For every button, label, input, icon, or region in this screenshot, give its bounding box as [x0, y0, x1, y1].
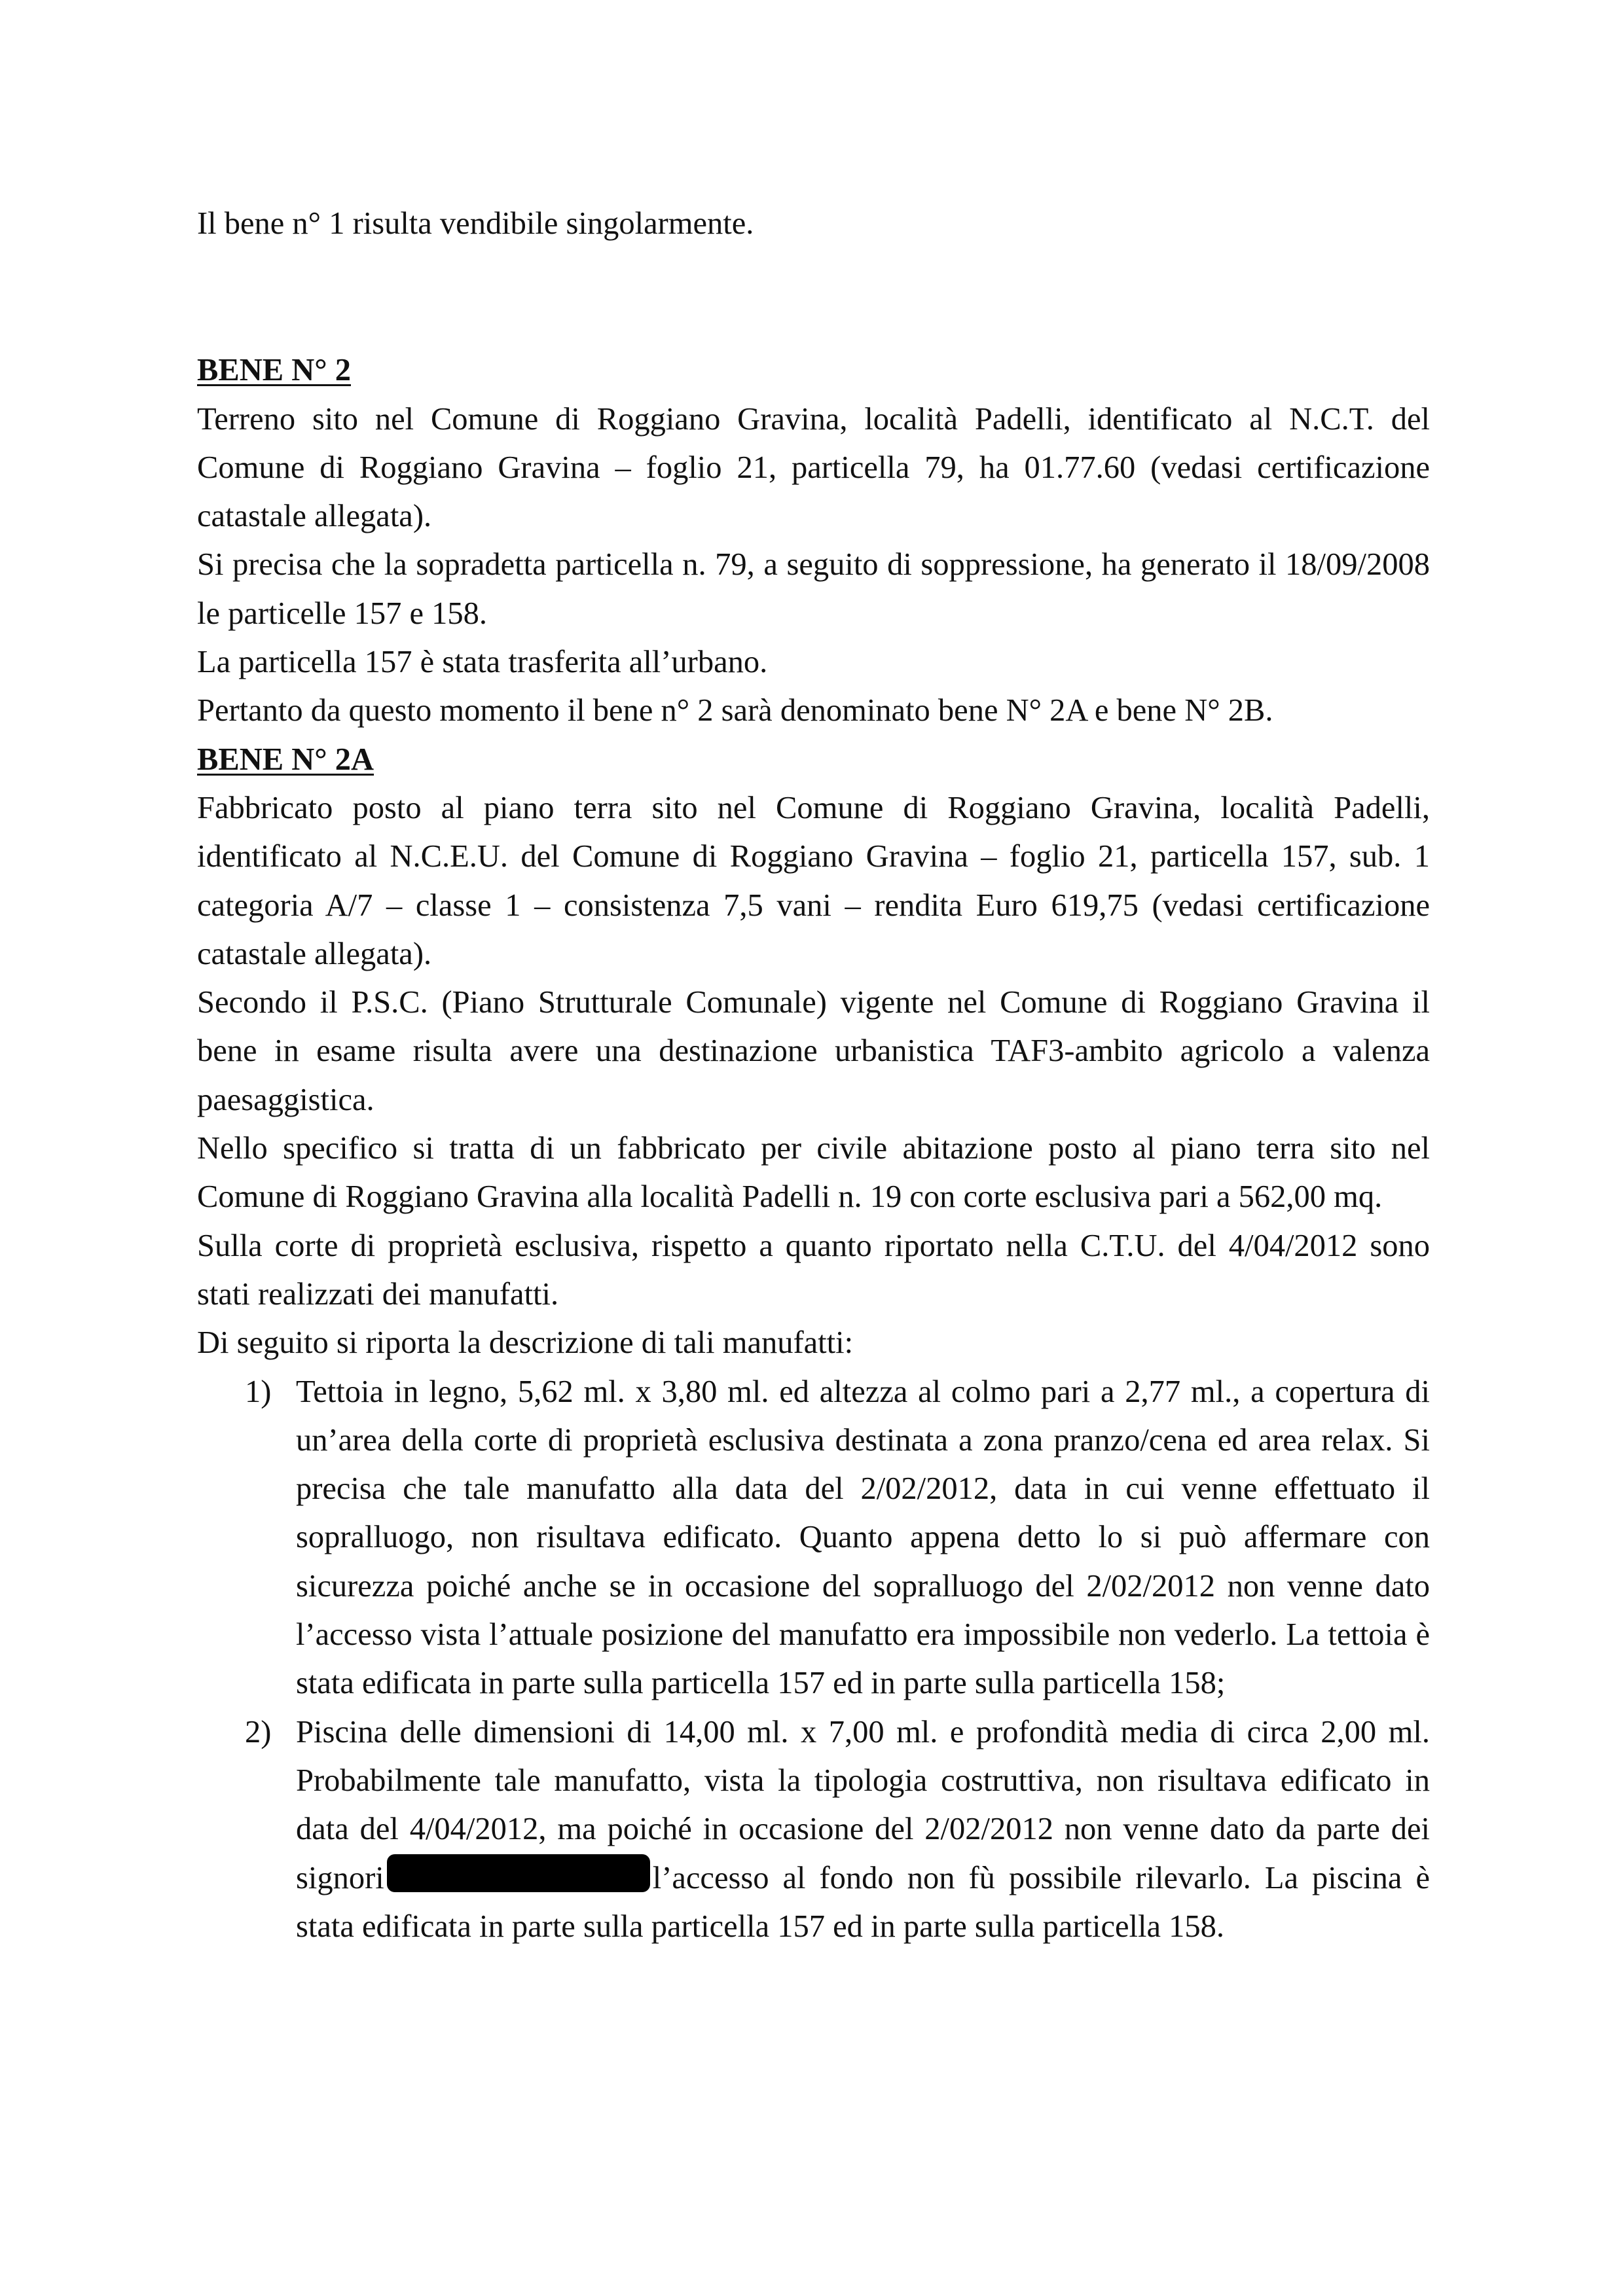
bene-2-paragraph: La particella 157 è stata trasferita all’urbano.: [197, 645, 768, 680]
redaction-block: [387, 1854, 650, 1892]
list-item: [197, 1368, 1430, 1708]
bene-2a-paragraph: Sulla corte di proprietà esclusiva, rispetto a quanto riportato nella C.T.U. del 4/04/2012 sono stati realizzati dei manufatti.: [197, 1228, 1430, 1312]
list-item-number: 2): [245, 1714, 272, 1749]
bene-2a-paragraph: Fabbricato posto al piano terra sito nel Comune di Roggiano Gravina, località Padelli, identificato al N.C.E.U. del Comune di Roggiano Gravina – foglio 21, particella 157, sub. 1 categoria A/7 – classe 1 – consistenza 7,5 vani – rendita Euro 619,75 (vedasi certificazione catastale allegata).: [197, 790, 1430, 971]
bene-2-paragraph: Si precisa che la sopradetta particella n. 79, a seguito di soppressione, ha generato il 18/09/2008 le particelle 157 e 158.: [197, 547, 1430, 631]
list-item-text-after: l’accesso al fondo non fù possibile rilevarlo. La piscina è stata edificata in parte sulla particella 157 ed in parte sulla particella 158.: [296, 1860, 1430, 1944]
bene-2a-heading: BENE N° 2A: [197, 742, 374, 777]
intro-paragraph: Il bene n° 1 risulta vendibile singolarmente.: [197, 206, 754, 241]
document-page: [197, 200, 1430, 1951]
bene-2-paragraph: Pertanto da questo momento il bene n° 2 sarà denominato bene N° 2A e bene N° 2B.: [197, 693, 1273, 728]
bene-2-paragraph: Terreno sito nel Comune di Roggiano Gravina, località Padelli, identificato al N.C.T. del Comune di Roggiano Gravina – foglio 21, particella 79, ha 01.77.60 (vedasi certificazione catastale allegata).: [197, 401, 1430, 534]
list-item-text: Tettoia in legno, 5,62 ml. x 3,80 ml. ed altezza al colmo pari a 2,77 ml., a copertura di un’area della corte di proprietà esclusiva destinata a zona pranzo/cena ed area relax. Si precisa che tale manufatto alla data del 2/02/2012, data in cui venne effettuato il sopralluogo, non risultava edificato. Quanto appena detto lo si può affermare con sicurezza poiché anche se in occasione del sopralluogo del 2/02/2012 non venne dato l’accesso vista l’attuale posizione del manufatto era impossibile non vederlo. La tettoia è stata edificata in parte sulla particella 157 ed in parte sulla particella 158;: [296, 1374, 1430, 1701]
bene-2-heading: BENE N° 2: [197, 353, 351, 388]
list-item-text-before: Piscina delle dimensioni di 14,00 ml. x 7,00 ml. e profondità media di circa 2,00 ml. Probabilmente tale manufatto, vista la tipologia costruttiva, non risultava edificato in data del 4/04/2012, ma poiché in occasione del 2/02/2012 non venne dato da parte dei signori: [296, 1714, 1430, 1895]
bene-2a-paragraph: Di seguito si riporta la descrizione di tali manufatti:: [197, 1325, 854, 1361]
bene-2a-paragraph: Secondo il P.S.C. (Piano Strutturale Comunale) vigente nel Comune di Roggiano Gravina il bene in esame risulta avere una destinazione urbanistica TAF3-ambito agricolo a valenza paesaggistica.: [197, 985, 1430, 1117]
list-item: [197, 1708, 1430, 1951]
bene-2a-paragraph: Nello specifico si tratta di un fabbricato per civile abitazione posto al piano terra sito nel Comune di Roggiano Gravina alla località Padelli n. 19 con corte esclusiva pari a 562,00 mq.: [197, 1131, 1430, 1215]
list-item-number: 1): [245, 1374, 272, 1409]
list-item-text: [296, 1708, 1430, 1951]
manufatti-list: [197, 1368, 1430, 1952]
spacer: [197, 248, 1430, 346]
